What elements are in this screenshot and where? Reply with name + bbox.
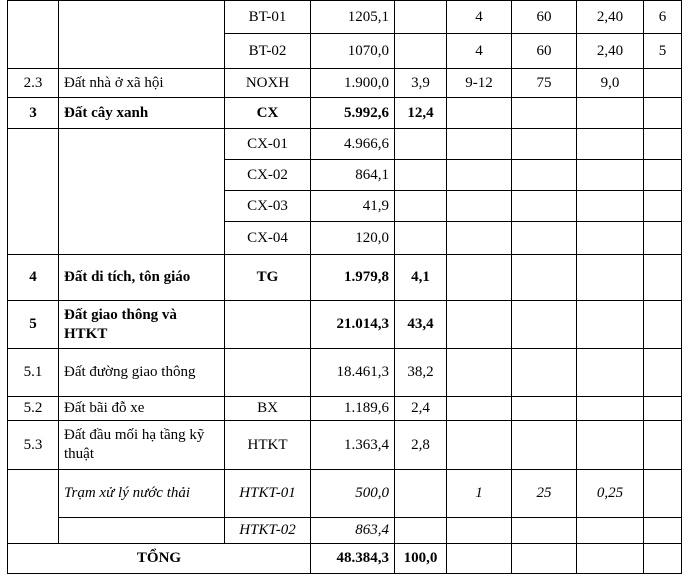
name-cell: Trạm xử lý nước thải: [59, 470, 225, 518]
name-cell: Đất đầu mối hạ tầng kỹ thuật: [59, 421, 225, 470]
percent-cell: [395, 222, 447, 255]
table-row: [8, 129, 682, 160]
floors-cell: 1: [447, 470, 512, 518]
percent-cell: 43,4: [395, 301, 447, 349]
code-cell: HTKT: [225, 421, 311, 470]
code-cell: HTKT-01: [225, 470, 311, 518]
area-cell: 5.992,6: [311, 98, 395, 129]
extra-cell: 6: [644, 1, 682, 34]
stt-cell: 5.1: [8, 349, 59, 397]
total-row: [8, 544, 682, 574]
floors-cell: [447, 421, 512, 470]
floors-cell: [447, 129, 512, 160]
far-cell: [577, 129, 644, 160]
far-cell: [577, 255, 644, 301]
total-percent: 100,0: [395, 544, 447, 574]
percent-cell: [395, 34, 447, 69]
density-cell: 60: [512, 34, 577, 69]
far-cell: 9,0: [577, 69, 644, 98]
percent-cell: 2,4: [395, 397, 447, 421]
name-cell: Đất di tích, tôn giáo: [59, 255, 225, 301]
table-row: [8, 255, 682, 301]
density-cell: [512, 301, 577, 349]
code-cell: BX: [225, 397, 311, 421]
code-cell: TG: [225, 255, 311, 301]
extra-cell: [644, 69, 682, 98]
table-row: [8, 349, 682, 397]
far-cell: [577, 191, 644, 222]
stt-cell: 5.2: [8, 397, 59, 421]
extra-cell: [644, 301, 682, 349]
code-cell: [225, 301, 311, 349]
density-cell: [512, 397, 577, 421]
density-cell: [512, 222, 577, 255]
far-cell: 2,40: [577, 34, 644, 69]
name-cell: Đất đường giao thông: [59, 349, 225, 397]
code-cell: HTKT-02: [225, 518, 311, 544]
area-cell: 18.461,3: [311, 349, 395, 397]
code-cell: CX-03: [225, 191, 311, 222]
name-cell: [59, 1, 225, 69]
table-row: [8, 69, 682, 98]
code-cell: CX-01: [225, 129, 311, 160]
density-cell: [512, 518, 577, 544]
density-cell: 25: [512, 470, 577, 518]
far-cell: [577, 301, 644, 349]
far-cell: 2,40: [577, 1, 644, 34]
percent-cell: [395, 129, 447, 160]
density-cell: [512, 191, 577, 222]
floors-cell: 9-12: [447, 69, 512, 98]
area-cell: 1205,1: [311, 1, 395, 34]
extra-cell: [644, 470, 682, 518]
table-row: [8, 301, 682, 349]
name-cell: [59, 129, 225, 255]
density-cell: 75: [512, 69, 577, 98]
code-cell: CX-04: [225, 222, 311, 255]
far-cell: [577, 98, 644, 129]
table-row: [8, 518, 682, 544]
name-cell: Đất nhà ở xã hội: [59, 69, 225, 98]
extra-cell: [644, 349, 682, 397]
table-row: [8, 98, 682, 129]
floors-cell: [447, 301, 512, 349]
stt-cell: 3: [8, 98, 59, 129]
code-cell: BT-01: [225, 1, 311, 34]
density-cell: [512, 349, 577, 397]
code-cell: CX: [225, 98, 311, 129]
extra-cell: [644, 397, 682, 421]
extra-cell: [644, 129, 682, 160]
area-cell: 1.979,8: [311, 255, 395, 301]
percent-cell: 3,9: [395, 69, 447, 98]
total-area: 48.384,3: [311, 544, 395, 574]
extra-cell: [644, 98, 682, 129]
area-cell: 1070,0: [311, 34, 395, 69]
area-cell: 1.900,0: [311, 69, 395, 98]
code-cell: CX-02: [225, 160, 311, 191]
percent-cell: [395, 160, 447, 191]
stt-cell: 5: [8, 301, 59, 349]
land-use-table: [7, 0, 682, 574]
area-cell: 41,9: [311, 191, 395, 222]
floors-cell: [447, 518, 512, 544]
floors-cell: 4: [447, 34, 512, 69]
far-cell: [577, 160, 644, 191]
table-row: [8, 421, 682, 470]
floors-cell: [447, 255, 512, 301]
far-cell: [577, 518, 644, 544]
far-cell: [577, 222, 644, 255]
code-cell: NOXH: [225, 69, 311, 98]
far-cell: [577, 421, 644, 470]
floors-cell: [447, 544, 512, 574]
name-cell: [59, 518, 225, 544]
percent-cell: 38,2: [395, 349, 447, 397]
name-cell: Đất bãi đỗ xe: [59, 397, 225, 421]
far-cell: 0,25: [577, 470, 644, 518]
total-label: TỔNG: [8, 544, 311, 574]
percent-cell: 2,8: [395, 421, 447, 470]
area-cell: 863,4: [311, 518, 395, 544]
density-cell: [512, 544, 577, 574]
area-cell: 864,1: [311, 160, 395, 191]
percent-cell: 4,1: [395, 255, 447, 301]
floors-cell: [447, 349, 512, 397]
stt-cell: 4: [8, 255, 59, 301]
far-cell: [577, 349, 644, 397]
area-cell: 4.966,6: [311, 129, 395, 160]
extra-cell: [644, 544, 682, 574]
density-cell: [512, 160, 577, 191]
code-cell: BT-02: [225, 34, 311, 69]
percent-cell: [395, 518, 447, 544]
floors-cell: [447, 98, 512, 129]
percent-cell: [395, 191, 447, 222]
density-cell: 60: [512, 1, 577, 34]
area-cell: 21.014,3: [311, 301, 395, 349]
extra-cell: [644, 518, 682, 544]
percent-cell: 12,4: [395, 98, 447, 129]
table-row: [8, 397, 682, 421]
stt-cell: [8, 1, 59, 69]
code-cell: [225, 349, 311, 397]
density-cell: [512, 421, 577, 470]
name-cell: Đất cây xanh: [59, 98, 225, 129]
stt-cell: 2.3: [8, 69, 59, 98]
extra-cell: [644, 222, 682, 255]
floors-cell: [447, 397, 512, 421]
extra-cell: [644, 255, 682, 301]
table-row: [8, 470, 682, 518]
floors-cell: 4: [447, 1, 512, 34]
extra-cell: [644, 191, 682, 222]
floors-cell: [447, 222, 512, 255]
table-row: [8, 1, 682, 34]
area-cell: 1.363,4: [311, 421, 395, 470]
density-cell: [512, 129, 577, 160]
stt-cell: 5.3: [8, 421, 59, 470]
percent-cell: [395, 1, 447, 34]
floors-cell: [447, 160, 512, 191]
stt-cell: [8, 470, 59, 544]
name-cell: Đất giao thông và HTKT: [59, 301, 225, 349]
area-cell: 120,0: [311, 222, 395, 255]
far-cell: [577, 544, 644, 574]
area-cell: 500,0: [311, 470, 395, 518]
density-cell: [512, 98, 577, 129]
extra-cell: 5: [644, 34, 682, 69]
percent-cell: [395, 470, 447, 518]
extra-cell: [644, 421, 682, 470]
extra-cell: [644, 160, 682, 191]
stt-cell: [8, 129, 59, 255]
density-cell: [512, 255, 577, 301]
far-cell: [577, 397, 644, 421]
area-cell: 1.189,6: [311, 397, 395, 421]
floors-cell: [447, 191, 512, 222]
